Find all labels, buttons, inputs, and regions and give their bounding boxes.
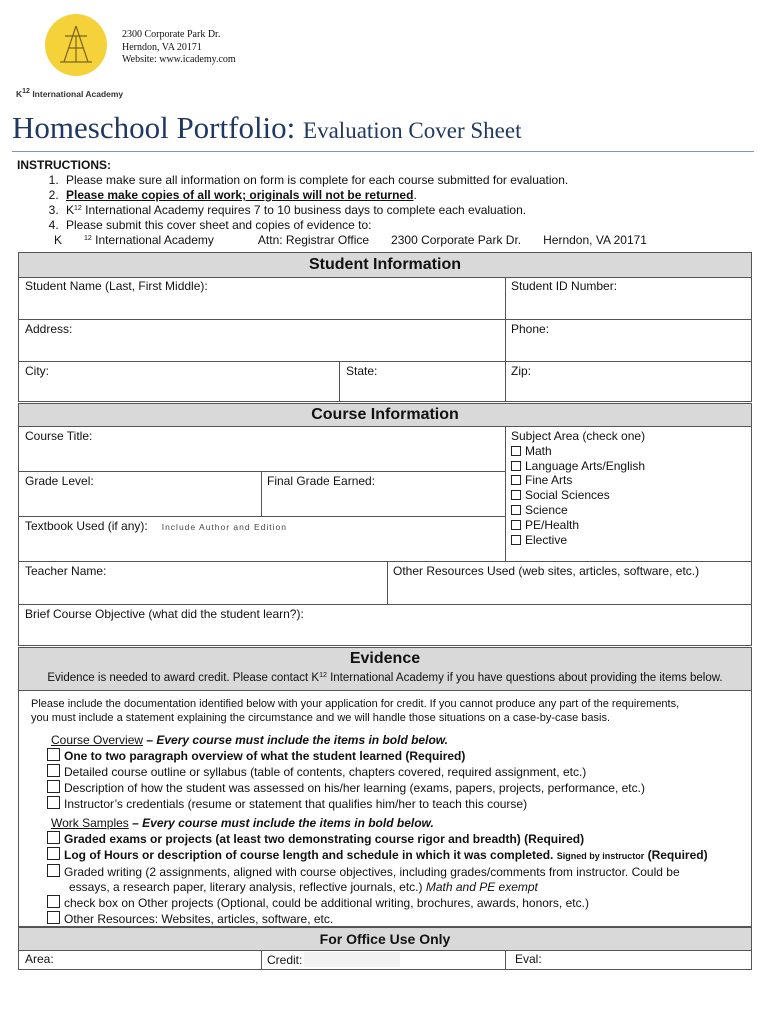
- instruction-item: [62, 203, 757, 218]
- credit-input[interactable]: [304, 952, 400, 967]
- brand-text: International Academy: [32, 89, 124, 99]
- k-sup: 12: [319, 672, 327, 679]
- sample-item[interactable]: [47, 911, 747, 927]
- subject-option-fine-arts[interactable]: [511, 473, 645, 488]
- city-field[interactable]: City:: [25, 364, 49, 378]
- option-label: Science: [525, 502, 568, 517]
- signed-note: Signed by instructor: [556, 851, 645, 861]
- k-sup: 12: [84, 235, 92, 242]
- textbook-hint: Include Author and Edition: [161, 522, 287, 532]
- area-field[interactable]: Area:: [25, 952, 54, 966]
- k-letter: K: [66, 203, 75, 217]
- attn-office: Attn: Registrar Office: [257, 233, 370, 247]
- subject-option-language-arts[interactable]: [511, 459, 645, 474]
- checkbox[interactable]: [47, 831, 60, 844]
- sample-item-continued: [47, 880, 747, 895]
- checkbox[interactable]: [511, 490, 521, 500]
- period: .: [413, 188, 417, 202]
- credit-field[interactable]: [261, 950, 505, 969]
- sample-item[interactable]: [47, 895, 747, 911]
- subject-option-elective[interactable]: [511, 533, 645, 548]
- title-divider: [12, 151, 754, 152]
- item-text: Detailed course outline or syllabus (table of contents, chapters covered, required assignment, etc.): [64, 765, 587, 779]
- caption-rule: – Every course must include the items in bold below.: [143, 733, 448, 747]
- course-overview-requirements: [47, 733, 747, 812]
- option-label: PE/Health: [525, 517, 580, 532]
- teacher-name-field[interactable]: Teacher Name:: [25, 564, 107, 578]
- instruction-text: International Academy requires 7 to 10 business days to complete each evaluation.: [81, 203, 527, 217]
- checkbox[interactable]: [47, 780, 60, 793]
- column-divider: [339, 361, 340, 402]
- course-objective-field[interactable]: Brief Course Objective (what did the student learn?):: [25, 607, 304, 621]
- section-heading: Course Information: [19, 404, 751, 427]
- course-title-field[interactable]: Course Title:: [25, 429, 93, 443]
- attn-street: 2300 Corporate Park Dr.: [391, 233, 522, 247]
- item-text: check box on Other projects (Optional, could be additional writing, brochures, awards, honors, etc.): [64, 896, 589, 910]
- body-line: Please include the documentation identified below with your application for credit. If you cannot produce any part of the requirements,: [31, 698, 680, 710]
- subject-option-math[interactable]: [511, 444, 645, 459]
- body-line: you must include a statement explaining the circumstance and we will handle those situations on a case-by-case basis.: [31, 712, 611, 724]
- checkbox[interactable]: [511, 520, 521, 530]
- checkbox[interactable]: [511, 461, 521, 471]
- checkbox[interactable]: [511, 475, 521, 485]
- brand-k: K: [16, 89, 23, 99]
- brand-name: [16, 89, 123, 99]
- address-field[interactable]: Address:: [25, 322, 73, 336]
- evidence-header: [19, 648, 751, 691]
- work-samples-requirements: [47, 816, 747, 927]
- course-information-section: [18, 403, 752, 646]
- overview-item[interactable]: [47, 796, 747, 812]
- website-line: Website: www.icademy.com: [122, 54, 236, 65]
- address-line: Herndon, VA 20171: [122, 41, 202, 53]
- k-letter: K: [54, 233, 63, 247]
- subject-area-label: Subject Area (check one): [511, 429, 646, 443]
- org-text: International Academy: [91, 233, 214, 247]
- overview-item[interactable]: [47, 780, 747, 796]
- instructions: [17, 158, 757, 248]
- textbook-field[interactable]: [19, 517, 505, 561]
- required-note: (Required): [647, 848, 708, 862]
- subject-option-pe-health[interactable]: [511, 518, 645, 533]
- student-information-section: [18, 252, 752, 402]
- checkbox[interactable]: [47, 864, 60, 877]
- column-divider: [505, 426, 506, 561]
- evidence-section: [18, 647, 752, 927]
- option-label: Language Arts/English: [525, 458, 646, 473]
- section-heading: Student Information: [19, 253, 751, 278]
- option-label: Elective: [525, 532, 568, 547]
- checkbox[interactable]: [47, 796, 60, 809]
- column-divider: [505, 277, 506, 402]
- mailing-address: [17, 233, 757, 248]
- samples-caption: [47, 816, 747, 831]
- option-label: Social Sciences: [525, 488, 610, 503]
- caption-title: Work Samples: [51, 816, 129, 830]
- option-label: Fine Arts: [525, 473, 573, 488]
- sample-item[interactable]: [47, 847, 747, 864]
- student-name-field[interactable]: Student Name (Last, First Middle):: [25, 279, 208, 293]
- checkbox[interactable]: [47, 748, 60, 761]
- note-text: International Academy if you have questions about providing the items below.: [326, 672, 723, 684]
- column-divider: [261, 471, 262, 516]
- state-field[interactable]: State:: [346, 364, 378, 378]
- subject-area-group: [511, 428, 645, 547]
- textbook-label: Textbook Used (if any):: [25, 519, 148, 533]
- checkbox[interactable]: [511, 446, 521, 456]
- checkbox[interactable]: [47, 895, 60, 908]
- checkbox[interactable]: [47, 847, 60, 860]
- checkbox[interactable]: [511, 535, 521, 545]
- student-id-field[interactable]: Student ID Number:: [511, 279, 618, 293]
- section-heading: Evidence: [349, 650, 421, 667]
- copies-warning: Please make copies of all work; originals will not be returned: [66, 188, 414, 202]
- sample-item[interactable]: [47, 831, 747, 847]
- item-text: Instructor’s credentials (resume or statement that qualifies him/her to teach this course): [64, 797, 528, 811]
- phone-field[interactable]: Phone:: [511, 322, 550, 336]
- item-text: Description of how the student was assessed on his/her learning (exams, papers, projects, performance, etc.): [64, 781, 645, 795]
- checkbox[interactable]: [511, 505, 521, 515]
- overview-item[interactable]: [47, 764, 747, 780]
- title-main: Homeschool Portfolio:: [12, 110, 296, 145]
- zip-field[interactable]: Zip:: [511, 364, 532, 378]
- grade-level-field[interactable]: Grade Level:: [25, 474, 94, 488]
- option-label: Math: [525, 443, 552, 458]
- office-use-section: [18, 927, 752, 970]
- sample-item[interactable]: [47, 864, 747, 880]
- instruction-item: 4. Please submit this cover sheet and copies of evidence to:: [62, 218, 757, 233]
- subject-option-science[interactable]: [511, 503, 645, 518]
- item-text: Log of Hours or description of course length and schedule in which it was completed.: [64, 848, 554, 862]
- eval-field[interactable]: Eval:: [515, 952, 542, 966]
- attn-city: Herndon, VA 20171: [543, 233, 647, 247]
- instructions-list: [17, 173, 757, 233]
- title-sub: Evaluation Cover Sheet: [303, 118, 522, 143]
- item-text: One to two paragraph overview of what the student learned (Required): [64, 749, 466, 763]
- instruction-item: 1. Please make sure all information on form is complete for each course submitted for evaluation.: [62, 173, 757, 188]
- checkbox[interactable]: [47, 764, 60, 777]
- k-sup: 12: [74, 205, 82, 212]
- overview-caption: [47, 733, 747, 748]
- other-resources-field[interactable]: Other Resources Used (web sites, articles, software, etc.): [393, 564, 700, 578]
- item-text: Graded writing (2 assignments, aligned with course objectives, including grades/comments from instructor. Could be: [64, 865, 680, 879]
- instruction-item: [62, 188, 757, 203]
- caption-title: Course Overview: [51, 733, 144, 747]
- attn-org: [54, 233, 236, 247]
- instructions-heading: INSTRUCTIONS:: [17, 158, 111, 172]
- brand-sup: 12: [22, 88, 30, 95]
- item-text: Other Resources: Websites, articles, software, etc.: [64, 912, 334, 926]
- note-text: Evidence is needed to award credit. Please contact K: [47, 672, 320, 684]
- caption-rule: – Every course must include the items in bold below.: [128, 816, 434, 830]
- section-heading: For Office Use Only: [19, 928, 751, 951]
- logo-emblem-icon: [45, 14, 107, 76]
- address-line: 2300 Corporate Park Dr.: [122, 29, 221, 40]
- item-text: essays, a research paper, literary analysis, reflective journals, etc.): [69, 880, 423, 894]
- academy-logo: [45, 14, 107, 76]
- evidence-note: [19, 670, 751, 686]
- evidence-body: [31, 697, 679, 725]
- item-text: Graded exams or projects (at least two demonstrating course rigor and breadth) (Required): [64, 832, 585, 846]
- academy-address: [122, 29, 236, 67]
- overview-item[interactable]: [47, 748, 747, 764]
- page-title: [12, 110, 522, 146]
- subject-option-social-sciences[interactable]: [511, 488, 645, 503]
- checkbox[interactable]: [47, 911, 60, 924]
- credit-label: Credit:: [267, 953, 303, 967]
- exempt-note: Math and PE exempt: [425, 880, 538, 894]
- final-grade-field[interactable]: Final Grade Earned:: [267, 474, 376, 488]
